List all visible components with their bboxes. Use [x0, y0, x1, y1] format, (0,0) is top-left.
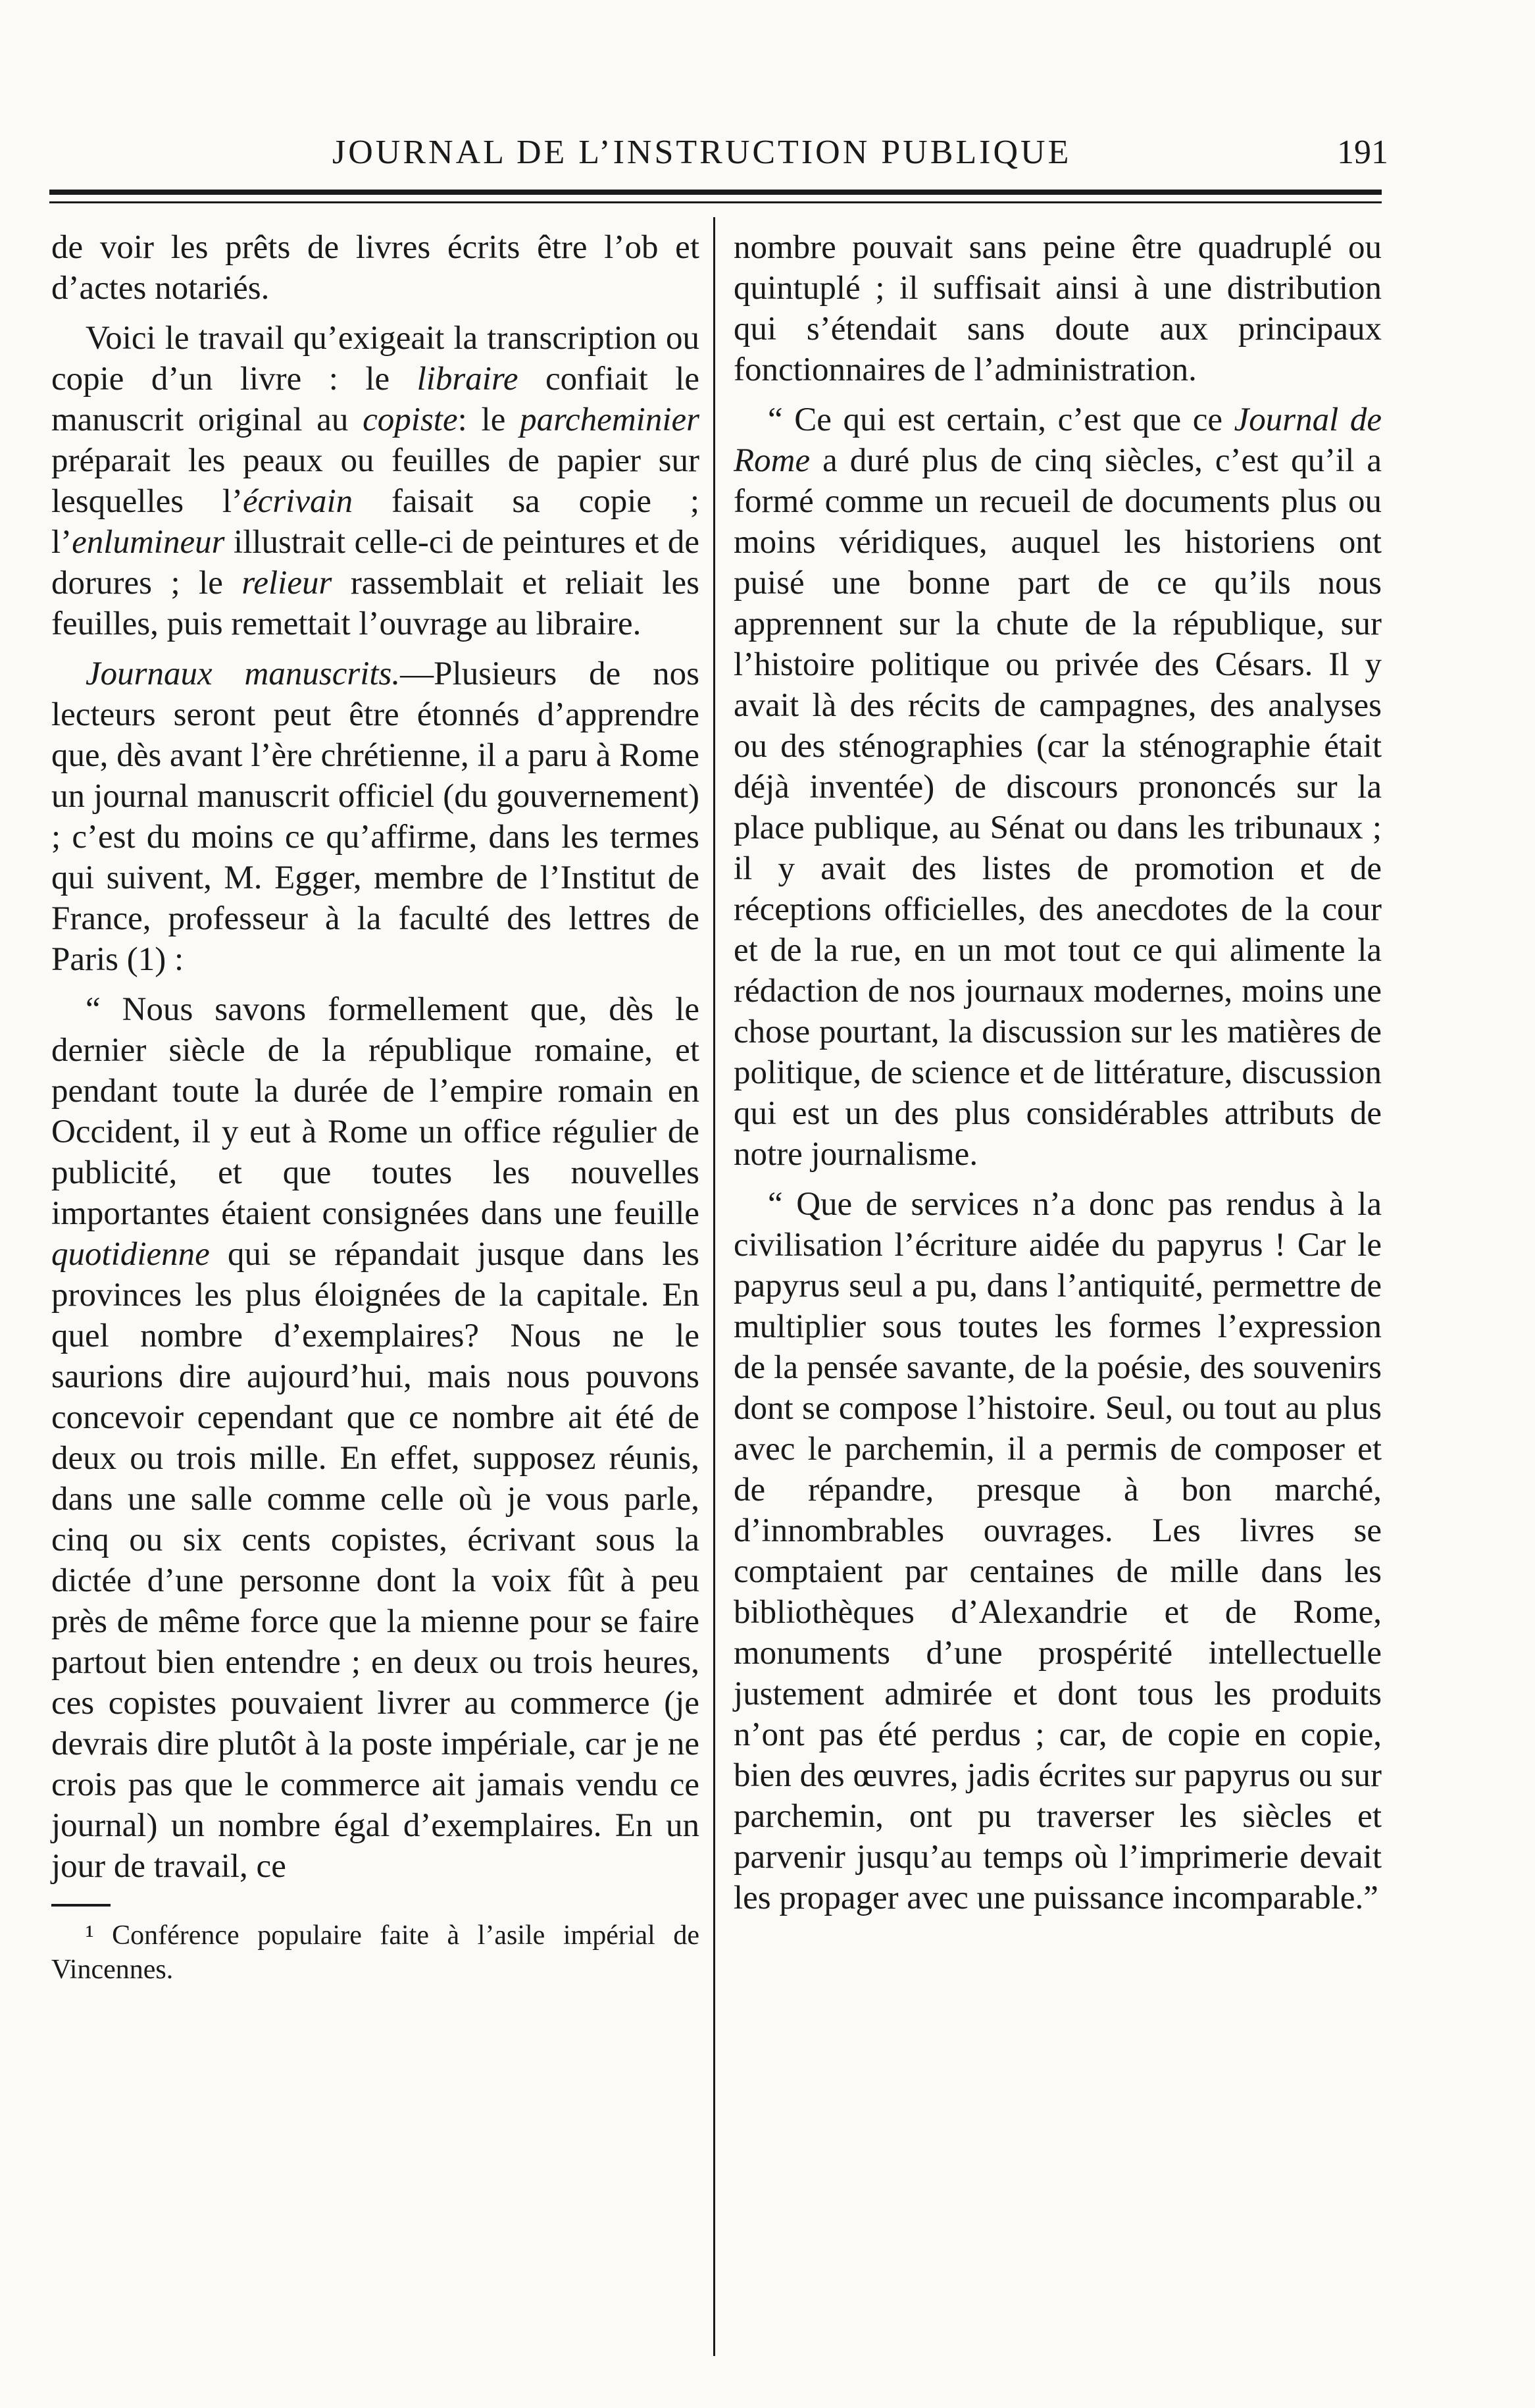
text-run: Voici le travail qu’exigeait la transcription ou copie d’un livre : le: [51, 320, 699, 397]
column-divider: [713, 217, 715, 2356]
page-number: 191: [1337, 134, 1388, 171]
footnote-rule: [51, 1904, 111, 1907]
italic-term: relieur: [241, 565, 332, 602]
paragraph-journaux: [51, 653, 699, 980]
paragraph-continuation: de voir les prêts de livres écrits être l’ob et d’actes notariés.: [51, 229, 699, 307]
running-title: JOURNAL DE L’INSTRUCTION PUBLIQUE: [332, 134, 1072, 171]
paragraph-continuation: nombre pouvait sans peine être quadruplé ou quintuplé ; il suffisait ainsi à une distribution qui s’étendait sans doute aux principaux fonctionnaires de l’administration.: [734, 229, 1382, 388]
header-rule-thick: [49, 190, 1382, 195]
right-column: [734, 227, 1382, 1918]
italic-term: parcheminier: [520, 401, 699, 438]
text-run: rassemblait et reliait les feuilles, puis remettait l’ouvrage au libraire.: [51, 565, 699, 642]
text-run: préparait les peaux ou feuilles de papier sur lesquelles l’: [51, 442, 699, 520]
italic-term: libraire: [416, 361, 518, 397]
text-run: “ Nous savons formellement que, dès le dernier siècle de la république romaine, et pendant toute la durée de l’empire romain en Occident, il y eut à Rome un office régulier de publicité, et que toutes les nouvelles importantes étaient consignées dans une feuille: [51, 991, 699, 1232]
text-run: —Plusieurs de nos lecteurs seront peut être étonnés d’apprendre que, dès avant l’ère chrétienne, il a paru à Rome un journal manuscrit officiel (du gouvernement) ; c’est du moins ce qu’affirme, dans les termes qui suivent, M. Egger, membre de l’Institut de France, professeur à la faculté des lettres de Paris (1) :: [51, 655, 700, 978]
italic-term: quotidienne: [51, 1236, 210, 1273]
text-run: confiait le manuscrit original au: [51, 361, 700, 438]
text-run: : le: [457, 401, 520, 438]
italic-term: enlumineur: [72, 524, 225, 561]
footnote: ¹ Conférence populaire faite à l’asile impérial de Vincennes.: [51, 1920, 699, 1985]
section-heading: Journaux manuscrits.: [86, 655, 401, 692]
left-column: [51, 227, 699, 1987]
paragraph-transcription: [51, 318, 699, 644]
text-run: a duré plus de cinq siècles, c’est qu’il a formé comme un recueil de documents plus ou moins véridiques, auquel les historiens ont puisé une bonne part de ce qu’ils nous apprennent sur la chute de la république, sur l’histoire politique ou privée des Césars. Il y avait là des récits de campagnes, des analyses ou des sténographies (car la sténographie était déjà inventée) de discours prononcés sur la place publique, au Sénat ou dans les tribunaux ; il y avait des listes de promotion et de réceptions officielles, des anecdotes de la cour et de la rue, en un mot tout ce qui alimente la rédaction de nos journaux modernes, moins une chose pourtant, la discussion sur les matières de politique, de science et de littérature, discussion qui est un des plus considérables attributs de notre journalisme.: [734, 442, 1382, 1173]
paragraph-papyrus: “ Que de services n’a donc pas rendus à la civilisation l’écriture aidée du papyrus ! Car le papyrus seul a pu, dans l’antiquité, permettre de multiplier sous toutes les formes l’expression de la pensée savante, de la poésie, des souvenirs dont se compose l’histoire. Seul, ou tout au plus avec le parchemin, il a permis de composer et de répandre, presque à bon marché, d’innombrables ouvrages. Les livres se comptaient par centaines de mille dans les bibliothèques d’Alexandrie et de Rome, monuments d’une prospérité intellectuelle justement admirée et dont tous les produits n’ont pas été perdus ; car, de copie en copie, bien des œuvres, jadis écrites sur papyrus ou sur parchemin, ont pu traverser les siècles et parvenir jusqu’au temps où l’imprimerie devait les propager avec une puissance incomparable.”: [734, 1186, 1382, 1916]
header-rule-thin: [49, 201, 1382, 203]
italic-term: Journal de Rome: [734, 401, 1382, 479]
text-run: “ Ce qui est certain, c’est que ce: [768, 401, 1234, 438]
paragraph-journal-de-rome: [734, 399, 1382, 1175]
text-run: qui se répandait jusque dans les provinces les plus éloignées de la capitale. En quel nombre d’exemplaires? Nous ne le saurions dire aujourd’hui, mais nous pouvons concevoir cependant que ce nombre ait été de deux ou trois mille. En effet, supposez réunis, dans une salle comme celle où je vous parle, cinq ou six cents copistes, écrivant sous la dictée d’une personne dont la voix fût à peu près de même force que la mienne pour se faire partout bien entendre ; en deux ou trois heures, ces copistes pouvaient livrer au commerce (je devrais dire plutôt à la poste impériale, car je ne crois pas que le commerce ait jamais vendu ce journal) un nombre égal d’exemplaires. En un jour de travail, ce: [51, 1236, 699, 1885]
text-run: faisait sa copie ; l’: [51, 483, 699, 561]
paragraph-quote-egger: [51, 989, 699, 1887]
text-run: illustrait celle-ci de peintures et de dorures ; le: [51, 524, 699, 602]
page-header: [49, 125, 1388, 184]
italic-term: copiste: [363, 401, 458, 438]
italic-term: écrivain: [243, 483, 353, 520]
